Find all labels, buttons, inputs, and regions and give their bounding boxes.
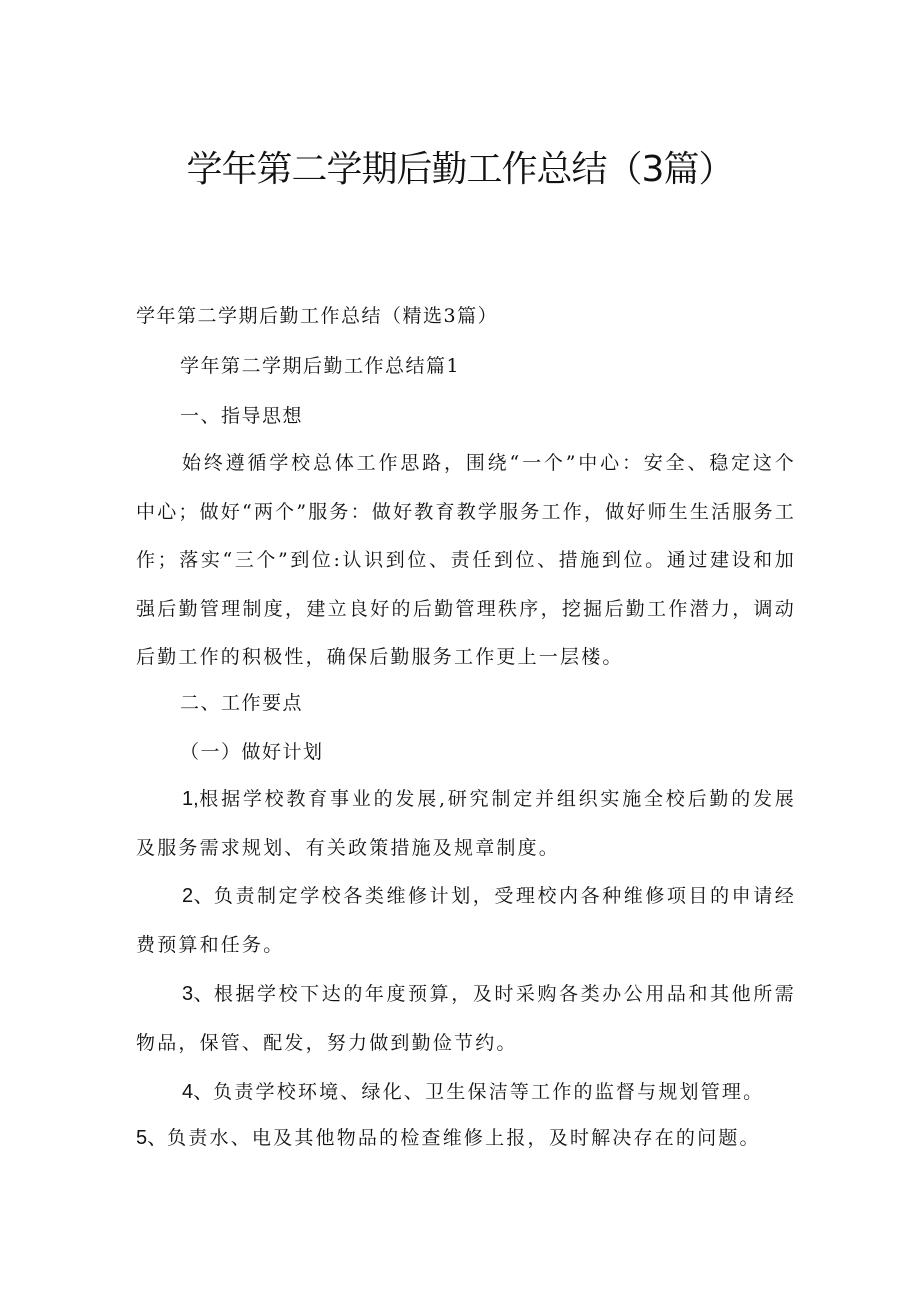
item-number: 1, (182, 788, 199, 810)
list-item-2 (136, 872, 796, 969)
subheading-plan: （一）做好计划 (180, 741, 324, 763)
section-title: 学年第二学期后勤工作总结篇1 (180, 355, 461, 377)
document-title: 学年第二学期后勤工作总结（3篇） (186, 149, 734, 190)
item-text: 根据学校教育事业的发展,研究制定并组织实施全校后勤的发展及服务需求规划、有关政策措施及规章制度。 (136, 788, 796, 859)
paragraph-guiding-thought: 始终遵循学校总体工作思路，围绕“一个”中心：安全、稳定这个中心；做好“两个”服务：做好教育教学服务工作，做好师生生活服务工作；落实“三个”到位:认识到位、责任到位、措施到位。通过建设和加强后勤管理制度，建立良好的后勤管理秩序，挖掘后勤工作潜力，调动后勤工作的积极性，确保后勤服务工作更上一层楼。 (136, 452, 796, 668)
item-text: 负责学校环境、绿化、卫生保洁等工作的监督与规划管理。 (213, 1081, 765, 1103)
list-item-4 (136, 1068, 796, 1117)
item-text: 负责水、电及其他物品的检查维修上报，及时解决存在的问题。 (167, 1127, 761, 1149)
list-item-3 (136, 970, 796, 1067)
heading-guiding-thought: 一、指导思想 (180, 405, 304, 427)
item-number: 2、 (182, 885, 214, 907)
list-item-5 (136, 1114, 796, 1163)
item-number: 5、 (136, 1127, 168, 1149)
item-text: 负责制定学校各类维修计划，受理校内各种维修项目的申请经费预算和任务。 (136, 885, 796, 956)
list-item-1 (136, 775, 796, 872)
item-number: 4、 (182, 1081, 214, 1103)
heading-work-points: 二、工作要点 (180, 692, 304, 714)
item-text: 根据学校下达的年度预算，及时采购各类办公用品和其他所需物品，保管、配发，努力做到勤俭节约。 (136, 983, 796, 1054)
item-number: 3、 (182, 983, 214, 1005)
document-subtitle: 学年第二学期后勤工作总结（精选3篇） (136, 305, 499, 327)
